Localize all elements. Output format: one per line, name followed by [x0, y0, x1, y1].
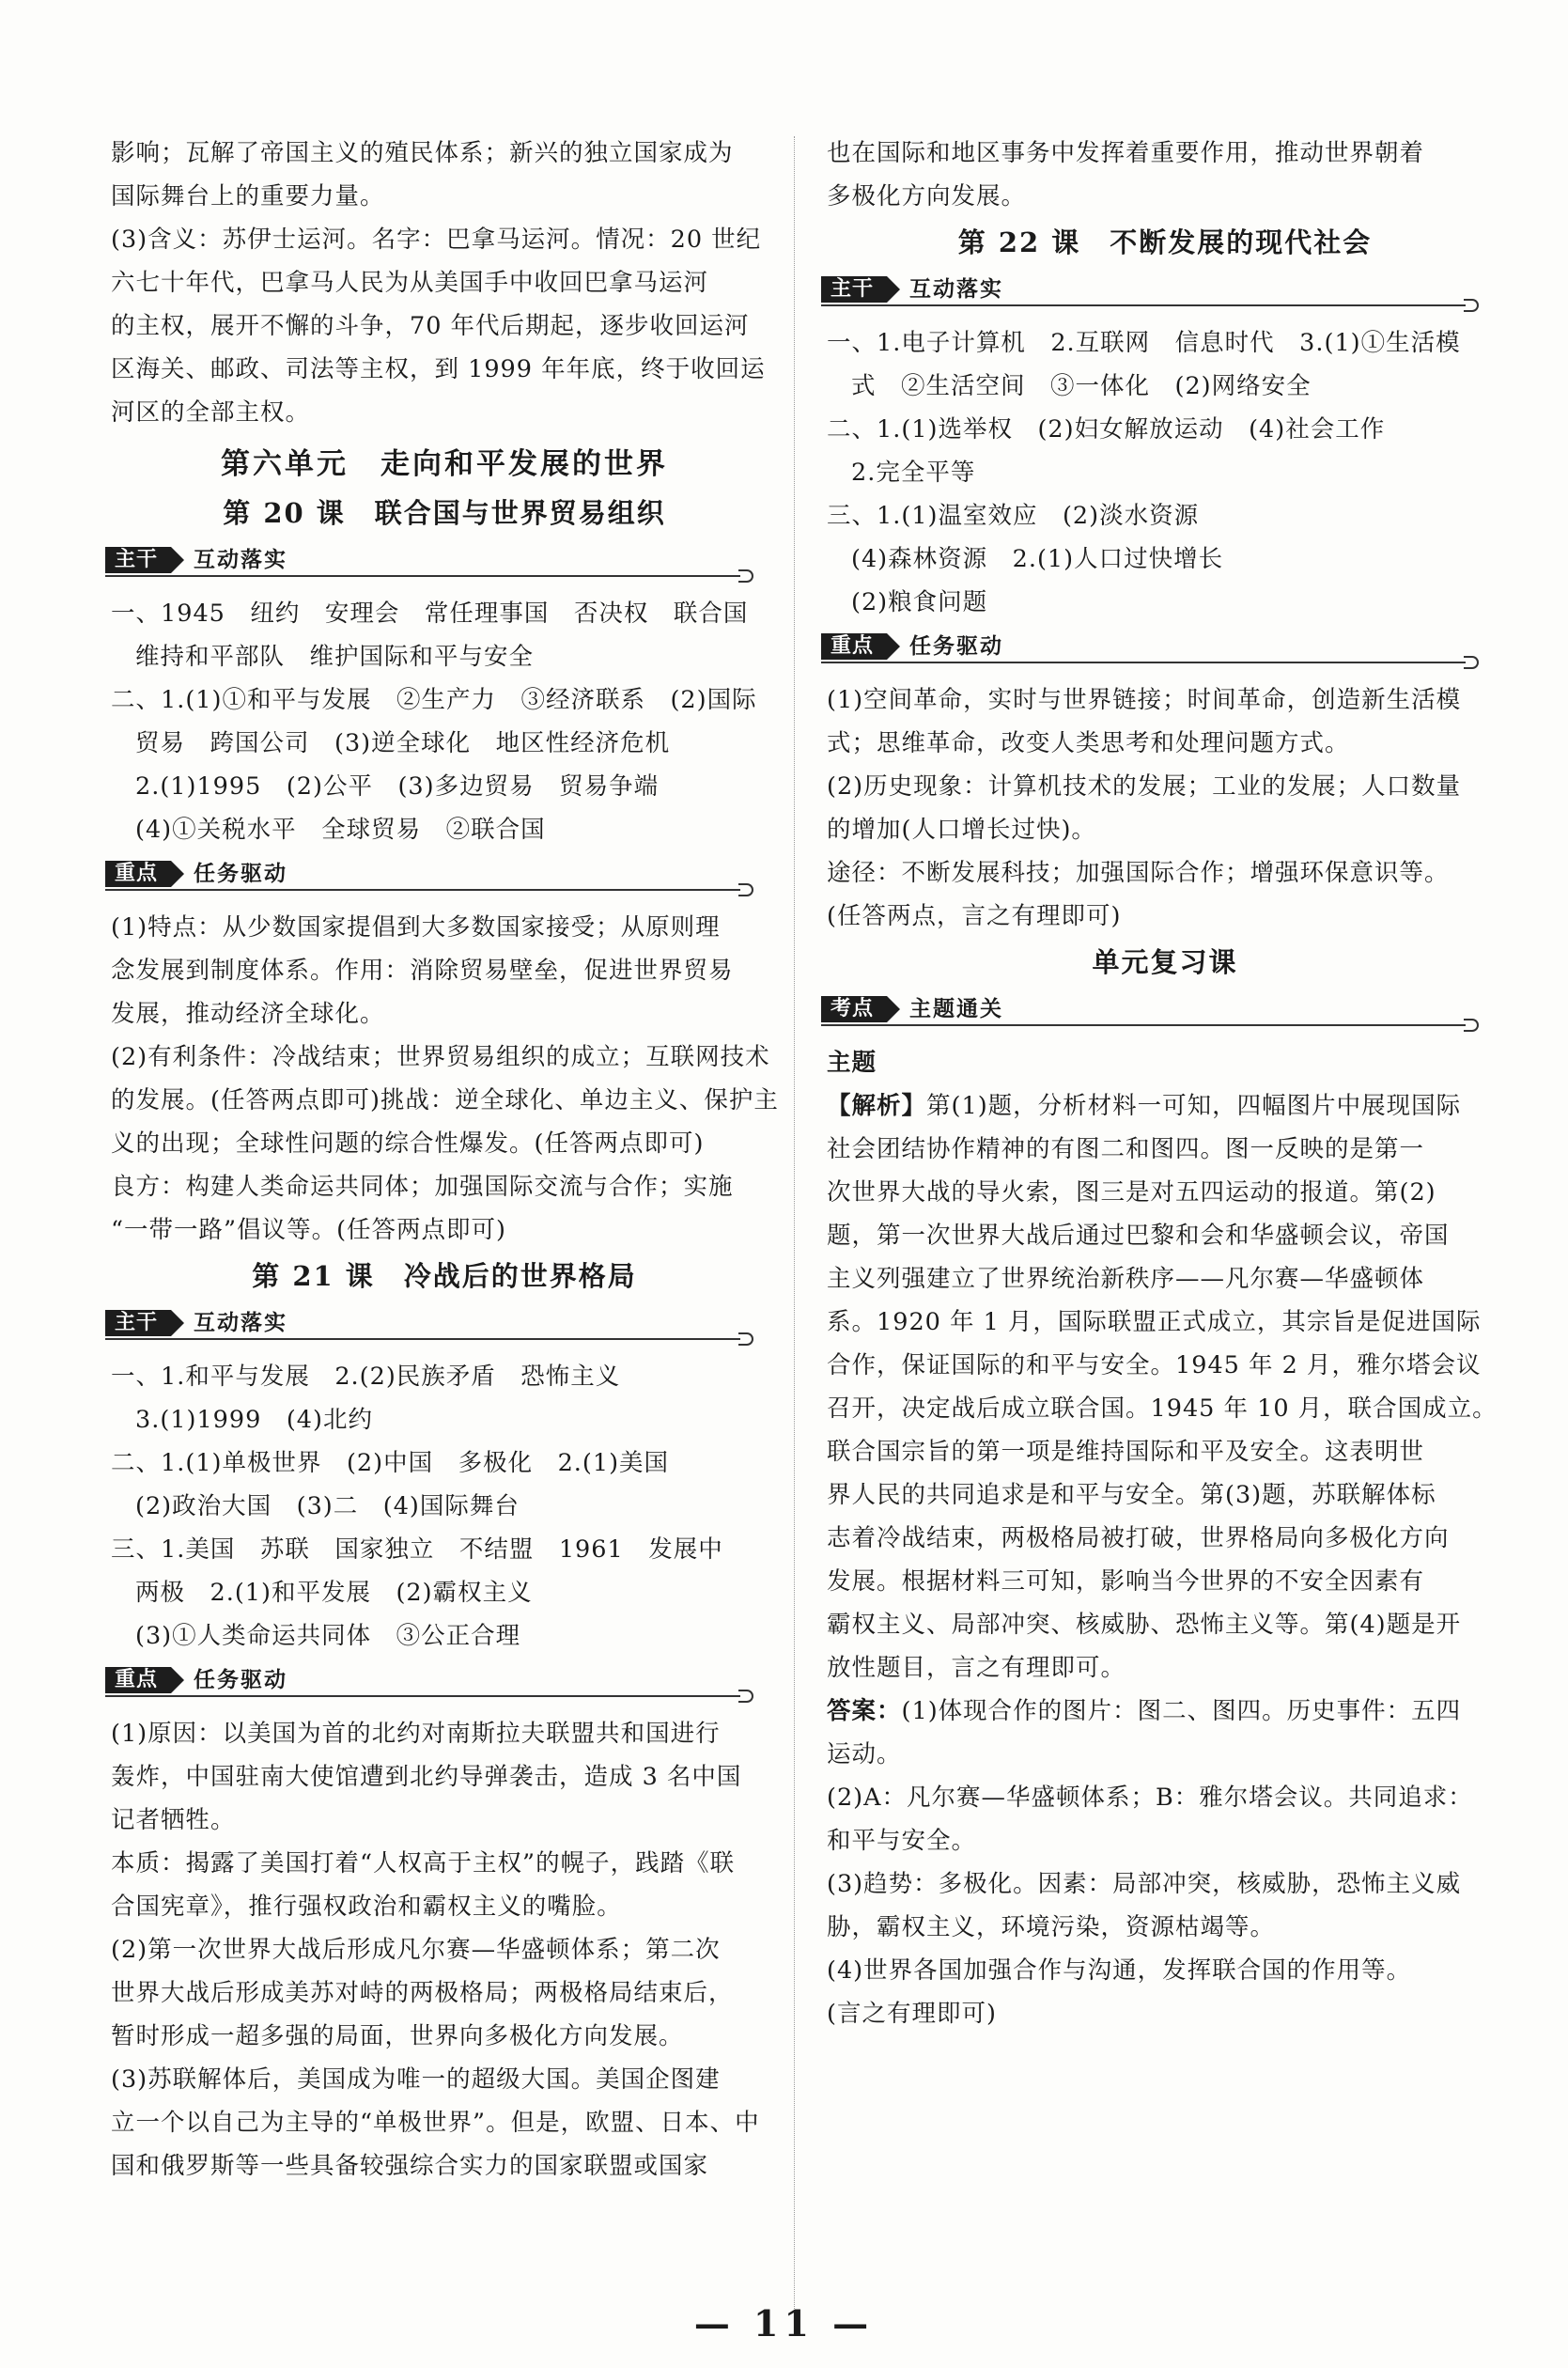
text-line: 三、1.美国 苏联 国家独立 不结盟 1961 发展中 — [111, 1535, 723, 1564]
answer-first-line: (1)体现合作的图片：图二、图四。历史事件：五四 — [901, 1697, 1462, 1725]
text-line: 六七十年代，巴拿马人民为从美国手中收回巴拿马运河 — [111, 269, 709, 297]
section-label: 任务驱动 — [194, 862, 287, 886]
section-rule — [105, 575, 740, 577]
text-line — [827, 1084, 1503, 1128]
text-line: 次世界大战的导火索，图三是对五四运动的报道。第(2) — [827, 1178, 1436, 1207]
text-line: 式 ②生活空间 ③一体化 (2)网络安全 — [851, 372, 1312, 400]
text-line: 念发展到制度体系。作用：消除贸易壁垒，促进世界贸易 — [111, 957, 734, 985]
text-line: (2)有利条件：冷战结束；世界贸易组织的成立；互联网技术 — [111, 1043, 770, 1071]
text-line: 2.(1)1995 (2)公平 (3)多边贸易 贸易争端 — [135, 772, 660, 801]
text-line: 社会团结协作精神的有图二和图四。图一反映的是第一 — [827, 1135, 1425, 1163]
text-line: (3)苏联解体后，美国成为唯一的超级大国。美国企图建 — [111, 2065, 721, 2094]
section-bar — [105, 1663, 778, 1699]
text-line: 途径：不断发展科技；加强国际合作；增强环保意识等。 — [827, 859, 1450, 887]
text-line: 三、1.(1)温室效应 (2)淡水资源 — [827, 502, 1200, 530]
lesson-20-key-answers — [111, 906, 778, 1252]
section-bar — [105, 1306, 778, 1342]
section-tag: 重点 — [105, 861, 171, 887]
answer-label: 答案： — [827, 1697, 902, 1725]
text-line: “一带一路”倡议等。(任答两点即可) — [111, 1216, 506, 1244]
text-line: 召开，决定战后成立联合国。1945 年 10 月，联合国成立。 — [827, 1394, 1498, 1423]
text-line: 和平与安全。 — [827, 1827, 977, 1855]
text-line: 本质：揭露了美国打着“人权高于主权”的幌子，践踏《联 — [111, 1849, 736, 1877]
section-tag: 重点 — [105, 1667, 171, 1693]
section-label: 任务驱动 — [194, 1668, 287, 1692]
text-line: (1)原因：以美国为首的北约对南斯拉夫联盟共和国进行 — [111, 1720, 721, 1748]
rule-curl-icon — [1464, 1019, 1479, 1032]
intro-text — [111, 132, 778, 434]
answer-block — [827, 1690, 1503, 2035]
text-line: 暂时形成一超多强的局面，世界向多极化方向发展。 — [111, 2022, 684, 2050]
text-line: 世界大战后形成美苏对峙的两极格局；两极格局结束后， — [111, 1979, 734, 2007]
text-line: 发展，推动经济全球化。 — [111, 1000, 385, 1028]
right-column — [827, 132, 1503, 2035]
section-rule — [105, 1338, 740, 1340]
section-label: 互动落实 — [194, 1311, 287, 1335]
text-line: 联合国宗旨的第一项是维持国际和平及安全。这表明世 — [827, 1438, 1425, 1466]
text-line: 合国宪章》，推行强权政治和霸权主义的嘴脸。 — [111, 1893, 622, 1921]
text-line: 记者牺牲。 — [111, 1806, 236, 1834]
lesson-20-title: 第 20 课 联合国与世界贸易组织 — [223, 497, 666, 529]
text-line: 主义列强建立了世界统治新秩序——凡尔赛—华盛顿体 — [827, 1265, 1425, 1293]
text-line: 区海关、邮政、司法等主权，到 1999 年年底，终于收回运 — [111, 355, 766, 383]
rule-curl-icon — [738, 1690, 753, 1703]
section-bar — [105, 857, 778, 893]
review-title: 单元复习课 — [1092, 946, 1238, 978]
rule-curl-icon — [1464, 299, 1479, 312]
section-tag: 考点 — [821, 996, 887, 1022]
text-line: (2)政治大国 (3)二 (4)国际舞台 — [135, 1492, 520, 1520]
text-line: 影响；瓦解了帝国主义的殖民体系；新兴的独立国家成为 — [111, 139, 734, 167]
lesson-22-key-answers — [827, 678, 1503, 938]
text-line: 也在国际和地区事务中发挥着重要作用，推动世界朝着 — [827, 139, 1425, 167]
section-rule — [105, 1695, 740, 1697]
text-line: 河区的全部主权。 — [111, 398, 311, 427]
text-line — [827, 1690, 1503, 1733]
text-line: (2)A：凡尔赛—华盛顿体系；B：雅尔塔会议。共同追求： — [827, 1784, 1473, 1812]
text-line: 胁，霸权主义，环境污染，资源枯竭等。 — [827, 1913, 1276, 1941]
rule-curl-icon — [738, 883, 753, 896]
text-line: (3)趋势：多极化。因素：局部冲突，核威胁，恐怖主义威 — [827, 1870, 1462, 1898]
analysis-block — [827, 1084, 1503, 1690]
section-tag: 主干 — [821, 276, 887, 303]
section-tag: 重点 — [821, 633, 887, 660]
text-line: 运动。 — [827, 1740, 902, 1768]
text-line: (2)粮食问题 — [851, 588, 988, 616]
text-line: 良方：构建人类命运共同体；加强国际交流与合作；实施 — [111, 1173, 734, 1201]
analysis-first-line: 第(1)题，分析材料一可知，四幅图片中展现国际 — [926, 1092, 1462, 1120]
text-line: 的增加(人口增长过快)。 — [827, 816, 1096, 844]
text-line: 的发展。(任答两点即可)挑战：逆全球化、单边主义、保护主 — [111, 1086, 779, 1114]
text-line: 志着冷战结束，两极格局被打破，世界格局向多极化方向 — [827, 1524, 1450, 1552]
text-line: 合作，保证国际的和平与安全。1945 年 2 月，雅尔塔会议 — [827, 1351, 1482, 1379]
text-line: 一、1.和平与发展 2.(2)民族矛盾 恐怖主义 — [111, 1363, 621, 1391]
page-number: — 11 — — [693, 2302, 875, 2345]
column-divider — [794, 136, 795, 2326]
section-rule — [821, 662, 1466, 663]
text-line: 立一个以自己为主导的“单极世界”。但是，欧盟、日本、中 — [111, 2109, 760, 2137]
lesson-22-title: 第 22 课 不断发展的现代社会 — [957, 226, 1373, 258]
text-line: 一、1945 纽约 安理会 常任理事国 否决权 联合国 — [111, 600, 749, 628]
text-line: (4)①关税水平 全球贸易 ②联合国 — [135, 816, 546, 844]
section-bar — [821, 992, 1503, 1028]
text-line: (言之有理即可) — [827, 2000, 997, 2028]
text-line: 发展。根据材料三可知，影响当今世界的不安全因素有 — [827, 1567, 1425, 1596]
unit-title: 第六单元 走向和平发展的世界 — [221, 447, 668, 481]
text-line: 3.(1)1999 (4)北约 — [135, 1406, 373, 1434]
section-bar — [821, 273, 1503, 308]
text-line: 题，第一次世界大战后通过巴黎和会和华盛顿会议，帝国 — [827, 1222, 1450, 1250]
text-line: 二、1.(1)单极世界 (2)中国 多极化 2.(1)美国 — [111, 1449, 670, 1477]
section-rule — [821, 1024, 1466, 1026]
lesson-21-main-answers — [111, 1355, 778, 1658]
text-line: 霸权主义、局部冲突、核威胁、恐怖主义等。第(4)题是开 — [827, 1611, 1462, 1639]
analysis-label: 【解析】 — [827, 1092, 927, 1120]
section-tag: 主干 — [105, 1310, 171, 1336]
section-bar — [105, 543, 778, 579]
text-line: (4)世界各国加强合作与沟通，发挥联合国的作用等。 — [827, 1956, 1412, 1985]
text-line: 贸易 跨国公司 (3)逆全球化 地区性经济危机 — [135, 729, 671, 757]
text-line: 一、1.电子计算机 2.互联网 信息时代 3.(1)①生活模 — [827, 329, 1461, 357]
section-label: 互动落实 — [194, 548, 287, 572]
text-line: 界人民的共同追求是和平与安全。第(3)题，苏联解体标 — [827, 1481, 1436, 1509]
text-line: (1)特点：从少数国家提倡到大多数国家接受；从原则理 — [111, 913, 721, 942]
text-line: 义的出现；全球性问题的综合性爆发。(任答两点即可) — [111, 1129, 705, 1158]
text-line: 的主权，展开不懈的斗争，70 年代后期起，逐步收回运河 — [111, 312, 750, 340]
text-line: 多极化方向发展。 — [827, 182, 1027, 210]
text-line: 放性题目，言之有理即可。 — [827, 1654, 1126, 1682]
rule-curl-icon — [738, 1332, 753, 1346]
lesson-21-key-answers — [111, 1712, 778, 2188]
section-label: 主题通关 — [909, 997, 1003, 1021]
text-line: (3)①人类命运共同体 ③公正合理 — [135, 1622, 521, 1650]
text-line: 二、1.(1)①和平与发展 ②生产力 ③经济联系 (2)国际 — [111, 686, 757, 714]
text-line: 2.完全平等 — [851, 459, 976, 487]
text-line: 国和俄罗斯等一些具备较强综合实力的国家联盟或国家 — [111, 2152, 709, 2180]
text-line: 两极 2.(1)和平发展 (2)霸权主义 — [135, 1579, 533, 1607]
text-line: 系。1920 年 1 月，国际联盟正式成立，其宗旨是促进国际 — [827, 1308, 1482, 1336]
rule-curl-icon — [738, 569, 753, 583]
rule-curl-icon — [1464, 656, 1479, 669]
left-column — [111, 132, 778, 2188]
text-line: (2)历史现象：计算机技术的发展；工业的发展；人口数量 — [827, 772, 1462, 801]
section-rule — [105, 889, 740, 891]
text-line: 轰炸，中国驻南大使馆遭到北约导弹袭击，造成 3 名中国 — [111, 1763, 742, 1791]
section-tag: 主干 — [105, 547, 171, 573]
section-label: 互动落实 — [909, 277, 1003, 302]
text-line: (任答两点，言之有理即可) — [827, 902, 1122, 930]
text-line: (4)森林资源 2.(1)人口过快增长 — [851, 545, 1224, 573]
text-line: 式；思维革命，改变人类思考和处理问题方式。 — [827, 729, 1350, 757]
topic-heading: 主题 — [827, 1049, 877, 1077]
lesson-21-title: 第 21 课 冷战后的世界格局 — [252, 1260, 637, 1292]
intro-text — [827, 132, 1503, 218]
text-line: 国际舞台上的重要力量。 — [111, 182, 385, 210]
section-bar — [821, 630, 1503, 665]
text-line: 二、1.(1)选举权 (2)妇女解放运动 (4)社会工作 — [827, 415, 1386, 444]
lesson-20-main-answers — [111, 592, 778, 851]
text-line: (2)第一次世界大战后形成凡尔赛—华盛顿体系；第二次 — [111, 1936, 721, 1964]
text-line: 维持和平部队 维护国际和平与安全 — [135, 643, 535, 671]
text-line: (1)空间革命，实时与世界链接；时间革命，创造新生活模 — [827, 686, 1462, 714]
text-line: (3)含义：苏伊士运河。名字：巴拿马运河。情况：20 世纪 — [111, 226, 762, 254]
section-label: 任务驱动 — [909, 634, 1003, 659]
lesson-22-main-answers — [827, 321, 1503, 624]
section-rule — [821, 304, 1466, 306]
